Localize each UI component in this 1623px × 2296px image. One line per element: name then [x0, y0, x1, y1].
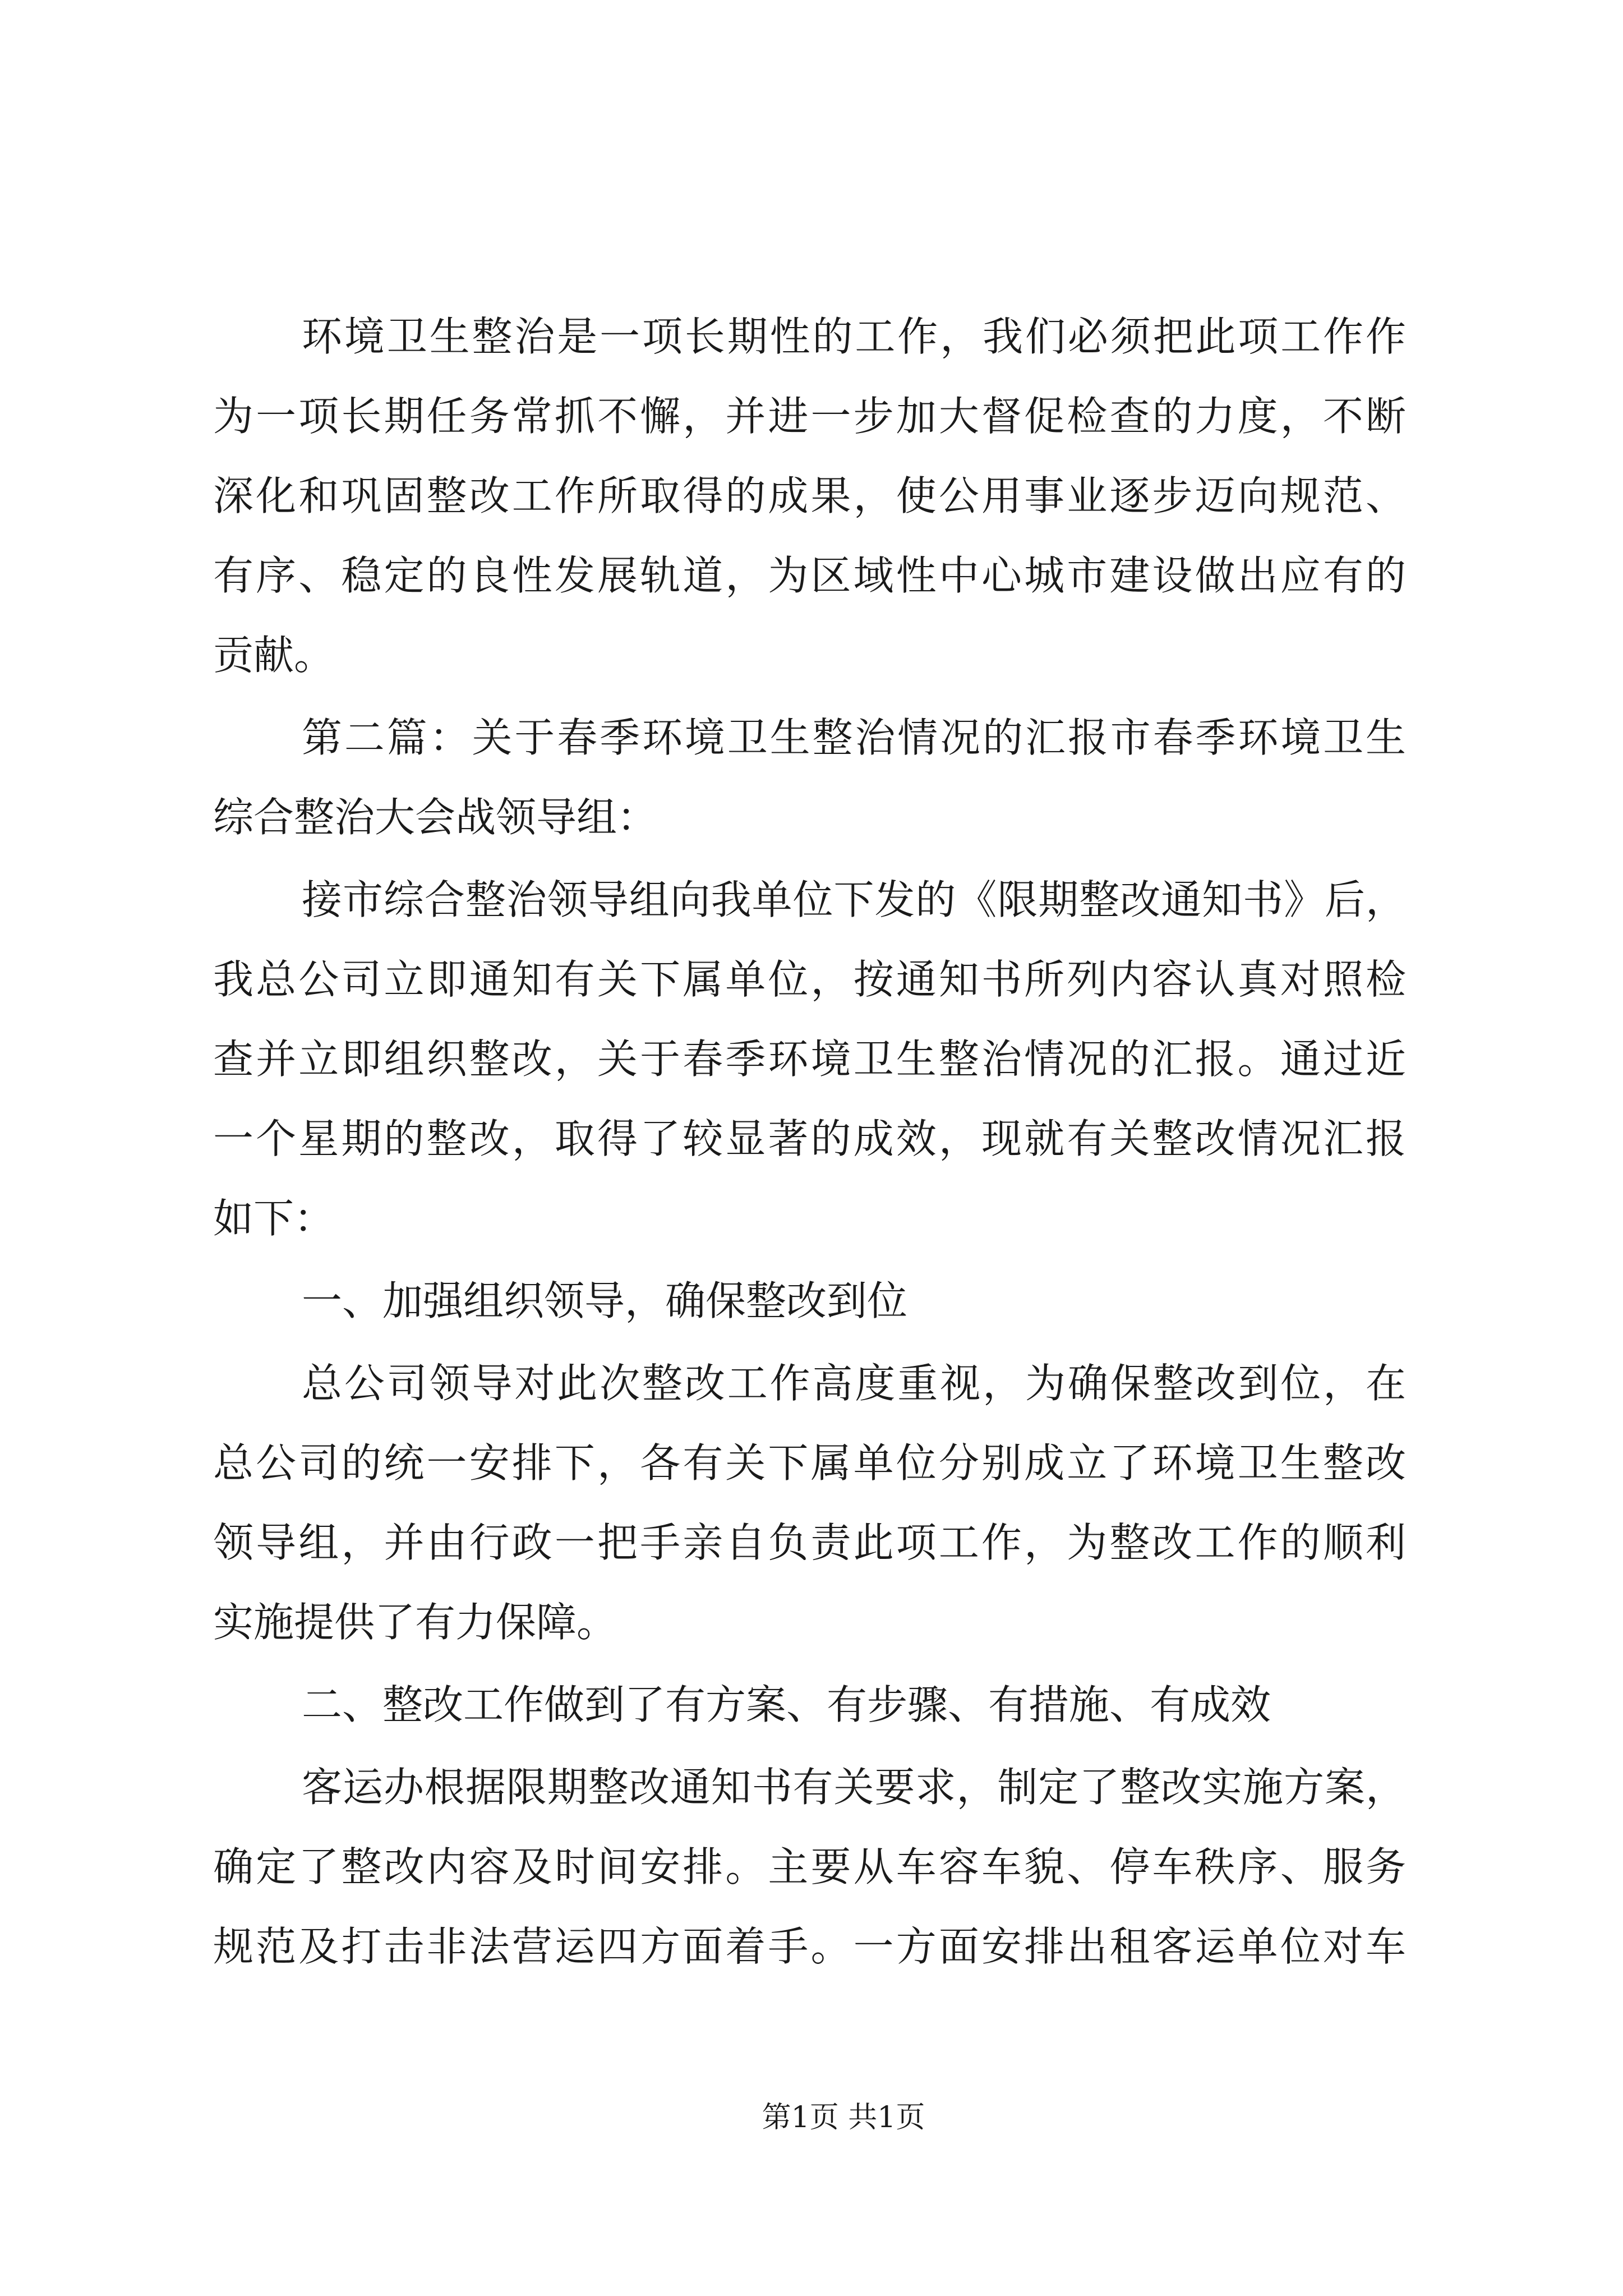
text-line: 有序、稳定的良性发展轨道，为区域性中心城市建设做出应有的 [213, 552, 1406, 599]
section-heading-two [213, 1665, 1406, 1745]
section-heading-one [213, 1261, 1406, 1341]
paragraph-notice-received [213, 860, 1406, 1258]
text-line: 查并立即组织整改，关于春季环境卫生整治情况的汇报。通过近 [213, 1036, 1406, 1083]
text-line: 我总公司立即通知有关下属单位，按通知书所列内容认真对照检 [213, 956, 1406, 1003]
text-line: 第二篇：关于春季环境卫生整治情况的汇报市春季环境卫生 [302, 714, 1406, 761]
text-line: 确定了整改内容及时间安排。主要从车容车貌、停车秩序、服务 [213, 1843, 1406, 1890]
text-line: 领导组，并由行政一把手亲自负责此项工作，为整改工作的顺利 [213, 1519, 1406, 1566]
text-line: 深化和巩固整改工作所取得的成果，使公用事业逐步迈向规范、 [213, 472, 1406, 519]
heading-line: 一、加强组织领导，确保整改到位 [302, 1277, 908, 1324]
paragraph-sanitation-long-term [213, 297, 1406, 695]
text-line: 为一项长期任务常抓不懈，并进一步加大督促检查的力度，不断 [213, 393, 1406, 440]
text-line: 环境卫生整治是一项长期性的工作，我们必须把此项工作作 [302, 313, 1406, 360]
text-line: 一个星期的整改，取得了较显著的成效，现就有关整改情况汇报 [213, 1115, 1406, 1162]
paragraph-chapter-two-title [213, 698, 1406, 857]
paragraph-leadership [213, 1343, 1406, 1662]
text-line: 如下： [213, 1195, 335, 1242]
text-line: 客运办根据限期整改通知书有关要求，制定了整改实施方案， [302, 1764, 1406, 1811]
text-line: 综合整治大会战领导组： [213, 794, 658, 841]
text-line: 贡献。 [213, 632, 335, 679]
heading-line: 二、整改工作做到了有方案、有步骤、有措施、有成效 [302, 1681, 1271, 1728]
text-line: 实施提供了有力保障。 [213, 1599, 617, 1646]
text-line: 总公司的统一安排下，各有关下属单位分别成立了环境卫生整改 [213, 1439, 1406, 1487]
page-number-footer: 第1页 共1页 [762, 2101, 925, 2134]
paragraph-passenger-office [213, 1747, 1406, 1986]
text-line: 总公司领导对此次整改工作高度重视，为确保整改到位，在 [302, 1360, 1406, 1407]
text-line: 规范及打击非法营运四方面着手。一方面安排出租客运单位对车 [213, 1923, 1406, 1970]
text-line: 接市综合整治领导组向我单位下发的《限期整改通知书》后， [302, 876, 1406, 923]
document-body [213, 297, 1406, 1986]
